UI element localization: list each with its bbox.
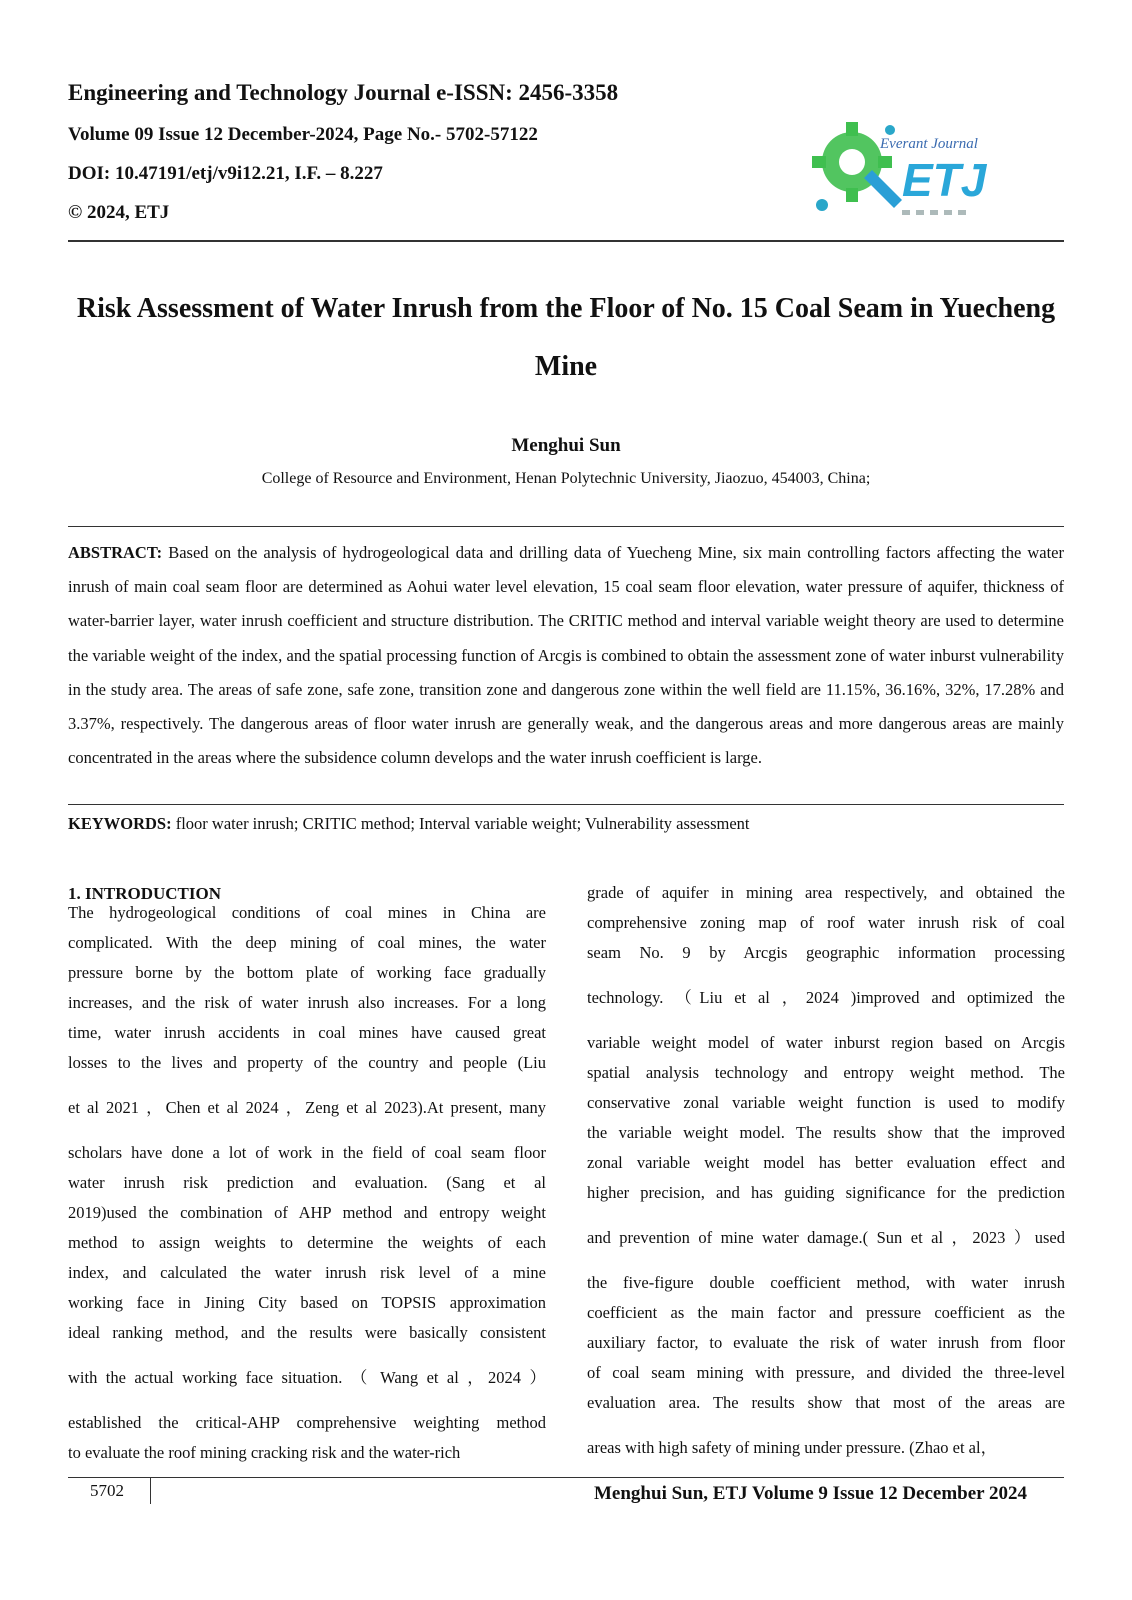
body-text-line: time, water inrush accidents in coal mines have caused great	[68, 1023, 546, 1042]
abstract-label: ABSTRACT:	[68, 543, 163, 562]
keywords	[68, 814, 1064, 834]
body-text-line: evaluation area. The results show that most of the areas are	[587, 1393, 1065, 1412]
body-text-line: zonal variable weight model has better evaluation effect and	[587, 1153, 1065, 1172]
abstract-bottom-divider	[68, 804, 1064, 805]
abstract-text: Based on the analysis of hydrogeological data and drilling data of Yuecheng Mine, six main controlling factors affecting the water inrush of main coal seam floor are determined as Aohui water level elevation, 15 coal seam floor elevation, water pressure of aquifer, thickness of water-barrier layer, water inrush coefficient and structure distribution. The CRITIC method and interval variable weight theory are used to determine the variable weight of the index, and the spatial processing function of Arcgis is combined to obtain the assessment zone of water inburst vulnerability in the study area. The areas of safe zone, safe zone, transition zone and dangerous zone within the well field are 11.15%, 36.16%, 32%, 17.28% and 3.37%, respectively. The dangerous areas of floor water inrush are generally weak, and the dangerous areas and more dangerous areas are mainly concentrated in the areas where the subsidence column develops and the water inrush coefficient is large.	[68, 543, 1064, 768]
author-affiliation: College of Resource and Environment, Henan Polytechnic University, Jiaozuo, 454003, China;	[261, 470, 871, 487]
keywords-text: floor water inrush; CRITIC method; Interval variable weight; Vulnerability assessment	[175, 814, 750, 833]
footer-divider	[68, 1477, 1064, 1478]
body-text-line: losses to the lives and property of the country and people (Liu	[68, 1053, 546, 1072]
body-text-line: auxiliary factor, to evaluate the risk of water inrush from floor	[587, 1333, 1065, 1352]
body-text-line: scholars have done a lot of work in the field of coal seam floor	[68, 1143, 546, 1162]
right-column	[587, 878, 1065, 1463]
author-name: Menghui Sun	[511, 435, 621, 456]
body-text-line: the five-figure double coefficient method, with water inrush	[587, 1273, 1065, 1292]
body-text-line: increases, and the risk of water inrush also increases. For a long	[68, 993, 546, 1012]
body-text-line: higher precision, and has guiding significance for the prediction	[587, 1183, 1065, 1202]
body-text-line: spatial analysis technology and entropy weight method. The	[587, 1063, 1065, 1082]
copyright: © 2024, ETJ	[68, 202, 170, 223]
body-text-line: pressure borne by the bottom plate of working face gradually	[68, 963, 546, 982]
body-text-line: complicated. With the deep mining of coal mines, the water	[68, 933, 546, 952]
body-text-line: method to assign weights to determine the weights of each	[68, 1233, 546, 1252]
body-text-line: water inrush risk prediction and evaluation. (Sang et al	[68, 1173, 546, 1192]
page-number: 5702	[90, 1481, 124, 1500]
section-heading: 1. INTRODUCTION	[68, 884, 222, 903]
body-text-line: grade of aquifer in mining area respectively, and obtained the	[587, 883, 1065, 902]
etj-logo	[802, 110, 1022, 235]
body-text-line: et al 2021 ，Chen et al 2024 ，Zeng et al 2023).At present, many	[68, 1098, 546, 1117]
body-text-line: with the actual working face situation. （ Wang et al ，2024 ）	[68, 1368, 546, 1387]
logo-top-text: Everant Journal	[880, 136, 978, 152]
running-footer: Menghui Sun, ETJ Volume 9 Issue 12 December 2024	[594, 1483, 1028, 1504]
header-divider	[68, 240, 1064, 242]
body-text-line: of coal seam mining with pressure, and divided the three-level	[587, 1363, 1065, 1382]
paper-title: Risk Assessment of Water Inrush from the Floor of No. 15 Coal Seam in Yuecheng Mine	[76, 293, 1056, 382]
body-text-line: established the critical-AHP comprehensive weighting method	[68, 1413, 546, 1432]
keywords-label: KEYWORDS:	[68, 814, 172, 833]
body-text-line: ideal ranking method, and the results were basically consistent	[68, 1323, 546, 1342]
logo-main-text: ETJ	[902, 154, 987, 206]
body-text-line: coefficient as the main factor and pressure coefficient as the	[587, 1303, 1065, 1322]
left-column	[68, 898, 546, 1468]
body-text-line: to evaluate the roof mining cracking risk and the water-rich	[68, 1443, 461, 1462]
footer-separator	[150, 1478, 151, 1504]
body-text-line: conservative zonal variable weight function is used to modify	[587, 1093, 1065, 1112]
body-text-line: The hydrogeological conditions of coal mines in China are	[68, 903, 546, 922]
body-text-line: seam No. 9 by Arcgis geographic information processing	[587, 943, 1065, 962]
body-text-line: variable weight model of water inburst region based on Arcgis	[587, 1033, 1065, 1052]
body-text-line: technology. （Liu et al ，2024 )improved and optimized the	[587, 988, 1065, 1007]
body-text-line: and prevention of mine water damage.( Sun et al ，2023 ）used	[587, 1228, 1065, 1247]
volume-info: Volume 09 Issue 12 December-2024, Page No.- 5702-57122	[68, 124, 538, 145]
body-text-line: the variable weight model. The results show that the improved	[587, 1123, 1065, 1142]
body-text-line: areas with high safety of mining under pressure. (Zhao et al，	[587, 1438, 998, 1457]
abstract	[68, 536, 1064, 775]
body-text-line: index, and calculated the water inrush risk level of a mine	[68, 1263, 546, 1282]
body-text-line: 2019)used the combination of AHP method and entropy weight	[68, 1203, 546, 1222]
body-text-line: working face in Jining City based on TOPSIS approximation	[68, 1293, 546, 1312]
abstract-top-divider	[68, 526, 1064, 527]
body-text-line: comprehensive zoning map of roof water inrush risk of coal	[587, 913, 1065, 932]
journal-name: Engineering and Technology Journal e-ISSN: 2456-3358	[68, 80, 619, 105]
doi-info: DOI: 10.47191/etj/v9i12.21, I.F. – 8.227	[68, 163, 383, 184]
